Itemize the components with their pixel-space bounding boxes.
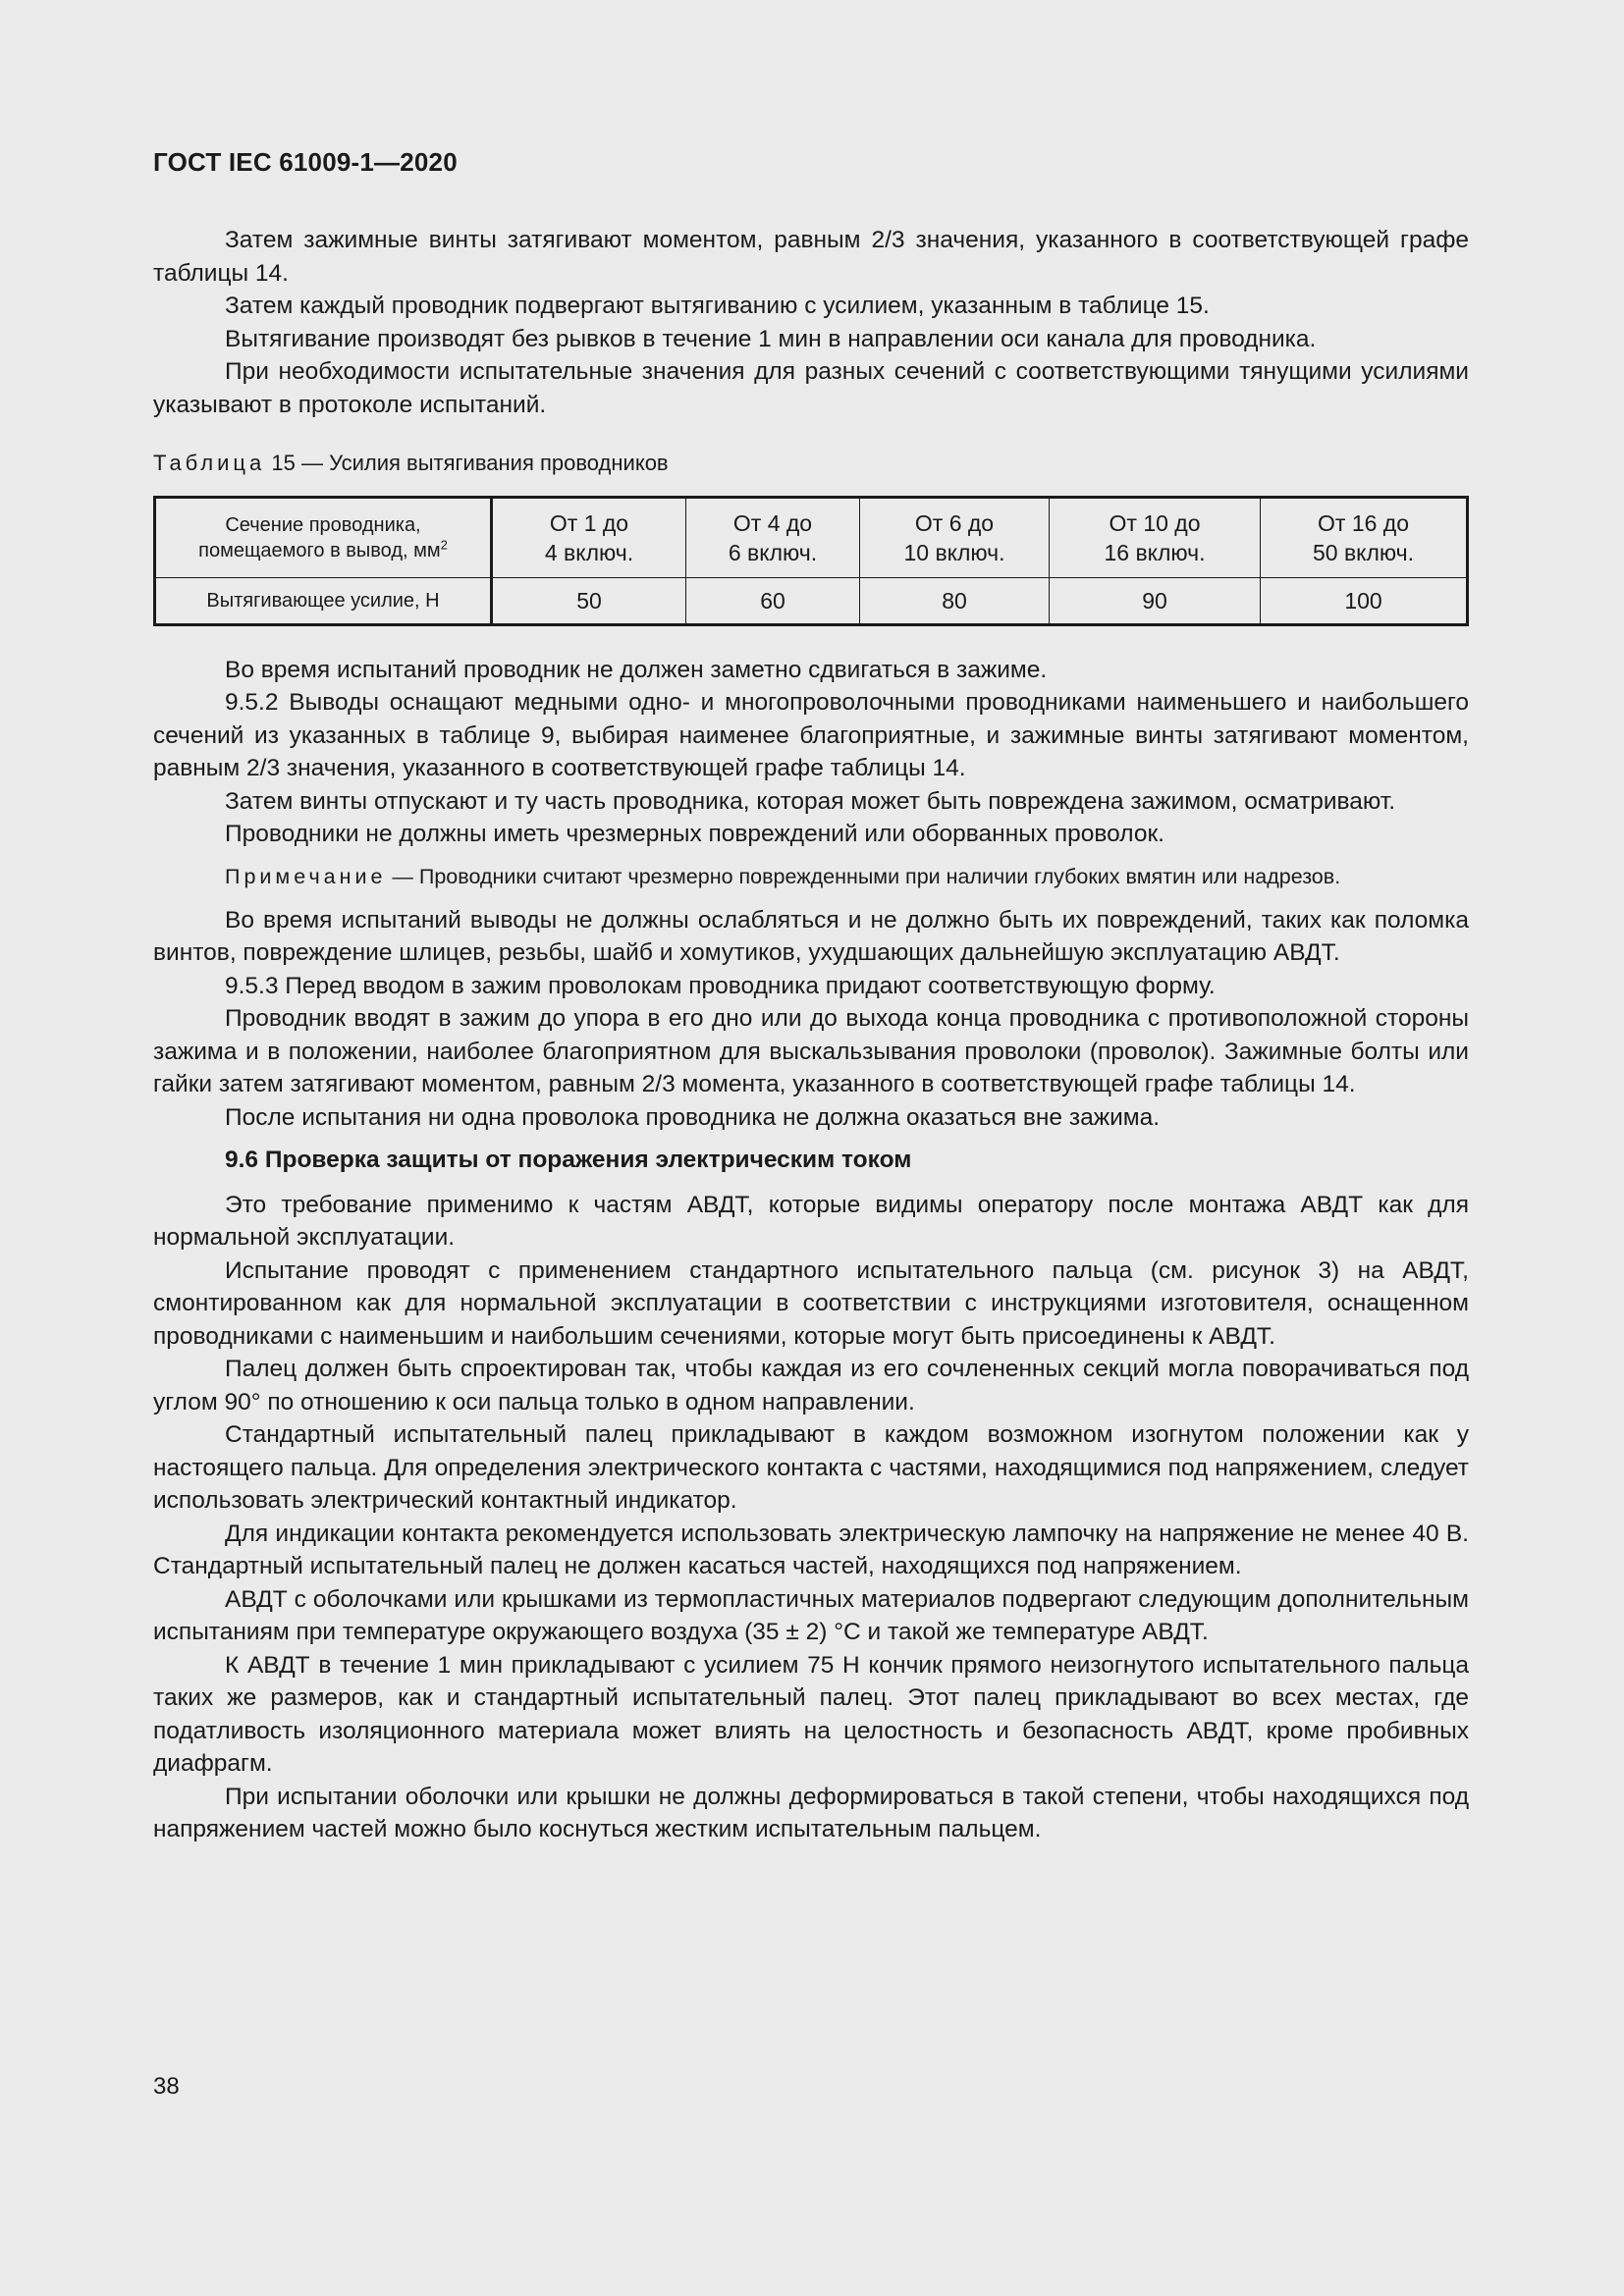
table-cell: 60	[686, 577, 860, 624]
paragraph: Проводник вводят в зажим до упора в его дно или до выхода конца проводника с противоположной стороны зажима и в положении, наиболее благоприятном для выскальзывания проволоки (проволок). Зажимные болты или гайки затем затягивают моментом, равным 2/3 момента, указанного в соответствующей графе таблицы 14.	[153, 1005, 1469, 1097]
section-title: 9.6 Проверка защиты от поражения электрическим током	[225, 1147, 912, 1173]
paragraph: Вытягивание производят без рывков в течение 1 мин в направлении оси канала для проводника.	[225, 325, 1317, 352]
paragraph: Во время испытаний выводы не должны ослабляться и не должно быть их повреждений, таких как поломка винтов, повреждение шлицев, резьбы, шайб и хомутиков, ухудшающих дальнейшую эксплуатацию АВДТ.	[153, 906, 1469, 966]
column-header: От 10 до 16 включ.	[1050, 497, 1261, 577]
paragraph: АВДТ с оболочками или крышками из термопластичных материалов подвергают следующим дополнительным испытаниям при температуре окружающего воздуха (35 ± 2) °С и такой же температуре АВДТ.	[153, 1585, 1469, 1645]
column-header: От 1 до 4 включ.	[492, 497, 686, 577]
table-cell: 80	[860, 577, 1050, 624]
page-number: 38	[153, 2073, 180, 2100]
table-cell: 90	[1050, 577, 1261, 624]
paragraph: При необходимости испытательные значения для разных сечений с соответствующими тянущими усилиями указывают в протоколе испытаний.	[153, 358, 1469, 418]
paragraph: При испытании оболочки или крышки не должны деформироваться в такой степени, чтобы находящихся под напряжением частей можно было коснуться жестким испытательным пальцем.	[153, 1783, 1469, 1842]
paragraph: 9.5.2 Выводы оснащают медными одно- и многопроволочными проводниками наименьшего и наибольшего сечений из указанных в таблице 9, выбирая наименее благоприятные, и зажимные винты затягивают моментом, равным 2/3 значения, указанного в соответствующей графе таблицы 14.	[153, 689, 1469, 781]
paragraph: Палец должен быть спроектирован так, чтобы каждая из его сочлененных секций могла поворачиваться под углом 90° по отношению к оси пальца только в одном направлении.	[153, 1356, 1469, 1415]
note-label: Примечание	[225, 864, 387, 888]
row-header-force: Вытягивающее усилие, Н	[155, 577, 492, 624]
column-header: От 16 до 50 включ.	[1261, 497, 1468, 577]
table-caption	[153, 447, 1469, 480]
paragraph: Это требование применимо к частям АВДТ, которые видимы оператору после монтажа АВДТ как для нормальной эксплуатации.	[153, 1191, 1469, 1251]
paragraph: Для индикации контакта рекомендуется использовать электрическую лампочку на напряжение не менее 40 В. Стандартный испытательный палец не должен касаться частей, находящихся под напряжением.	[153, 1520, 1469, 1579]
table-cell: 50	[492, 577, 686, 624]
paragraph: К АВДТ в течение 1 мин прикладывают с усилием 75 Н кончик прямого неизогнутого испытательного пальца таких же размеров, как и стандартный испытательный палец. Этот палец прикладывают во всех местах, где податливость изоляционного материала может влиять на целостность и безопасность АВДТ, кроме пробивных диафрагм.	[153, 1651, 1469, 1777]
paragraph: Затем зажимные винты затягивают моментом, равным 2/3 значения, указанного в соответствующей графе таблицы 14.	[153, 227, 1469, 287]
document-body	[153, 224, 1469, 1846]
paragraph: Затем каждый проводник подвергают вытягиванию с усилием, указанным в таблице 15.	[225, 293, 1210, 319]
document-header: ГОСТ IEC 61009-1—2020	[153, 147, 458, 177]
paragraph: Проводники не должны иметь чрезмерных повреждений или оборванных проволок.	[225, 821, 1164, 847]
paragraph: Затем винты отпускают и ту часть проводника, которая может быть повреждена зажимом, осматривают.	[225, 787, 1396, 815]
table-caption-label: Таблица	[153, 451, 266, 475]
paragraph: После испытания ни одна проволока проводника не должна оказаться вне зажима.	[225, 1103, 1161, 1131]
row-header-line2: помещаемого в вывод, мм	[198, 539, 441, 561]
table-cell: 100	[1261, 577, 1468, 624]
paragraph: 9.5.3 Перед вводом в зажим проволокам проводника придают соответствующую форму.	[225, 972, 1216, 999]
column-header: От 6 до 10 включ.	[860, 497, 1050, 577]
paragraph: Стандартный испытательный палец прикладывают в каждом возможном изогнутом положении как у настоящего пальца. Для определения электрического контакта с частями, находящимися под напряжением, следует использовать электрический контактный индикатор.	[153, 1421, 1469, 1514]
paragraph: Испытание проводят с применением стандартного испытательного пальца (см. рисунок 3) на АВДТ, смонтированном как для нормальной эксплуатации в соответствии с инструкциями изготовителя, оснащенном проводниками с наименьшим и наибольшим сечениями, которые могут быть присоединены к АВДТ.	[153, 1256, 1469, 1350]
paragraph: Во время испытаний проводник не должен заметно сдвигаться в зажиме.	[225, 656, 1048, 683]
table-row	[155, 577, 1468, 624]
row-header-cross-section	[155, 497, 492, 577]
note-text: — Проводники считают чрезмерно поврежденными при наличии глубоких вмятин или надрезов.	[386, 864, 1341, 888]
table-row	[155, 497, 1468, 577]
row-header-line1: Сечение проводника,	[225, 513, 421, 536]
unit-superscript: 2	[440, 536, 448, 552]
note	[153, 861, 1469, 892]
column-header: От 4 до 6 включ.	[686, 497, 860, 577]
table-caption-text: 15 — Усилия вытягивания проводников	[271, 451, 669, 475]
table-15	[153, 496, 1469, 626]
